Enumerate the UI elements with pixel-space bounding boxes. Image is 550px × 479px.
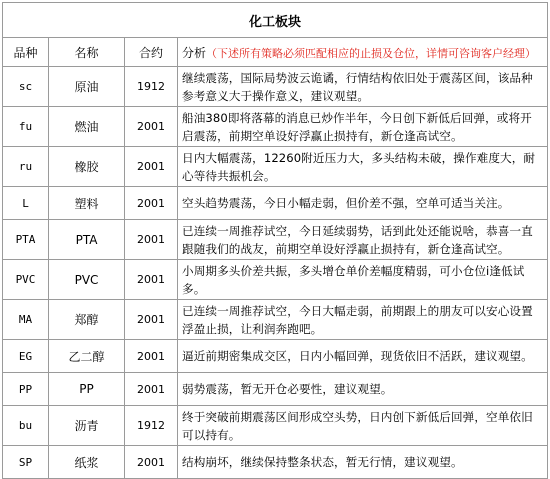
row-analysis: 日内大幅震荡，12260附近压力大，多头结构未破，操作难度大，耐心等待共振机会。 [178,147,548,187]
table-row [3,220,548,260]
header-name: 名称 [49,38,125,67]
table-row [3,147,548,187]
row-code: EG [3,340,49,373]
row-name: 纸浆 [49,446,125,479]
row-name: 沥青 [49,406,125,446]
row-analysis: 已连续一周推荐试空，今日延续弱势，话到此处还能说啥，恭喜一直跟随我们的战友，前期空单设好浮赢止损持有，新仓逢高试空。 [178,220,548,260]
row-contract: 2001 [125,300,178,340]
chemical-sector-table [2,2,548,479]
row-contract: 2001 [125,220,178,260]
row-contract: 2001 [125,446,178,479]
row-code: L [3,187,49,220]
row-analysis: 已连续一周推荐试空，今日大幅走弱，前期跟上的朋友可以安心设置浮盈止损，让利润奔跑吧。 [178,300,548,340]
table-row [3,446,548,479]
row-code: fu [3,107,49,147]
header-analysis-note: （下述所有策略必须匹配相应的止损及仓位，详情可咨询客户经理） [206,46,537,60]
row-contract: 2001 [125,340,178,373]
row-analysis: 弱势震荡，暂无开仓必要性，建议观望。 [178,373,548,406]
row-code: PTA [3,220,49,260]
row-code: sc [3,67,49,107]
table-row [3,107,548,147]
header-contract: 合约 [125,38,178,67]
row-contract: 1912 [125,67,178,107]
row-analysis: 空头趋势震荡，今日小幅走弱，但价差不强，空单可适当关注。 [178,187,548,220]
row-contract: 2001 [125,373,178,406]
row-name: PP [49,373,125,406]
table-row [3,373,548,406]
header-code: 品种 [3,38,49,67]
row-name: 原油 [49,67,125,107]
table-title: 化工板块 [3,3,548,38]
row-contract: 1912 [125,406,178,446]
header-analysis-label: 分析 [182,45,207,60]
table-row [3,187,548,220]
row-name: 乙二醇 [49,340,125,373]
row-analysis: 逼近前期密集成交区，日内小幅回弹，现货依旧不活跃，建议观望。 [178,340,548,373]
table-row [3,406,548,446]
row-name: 燃油 [49,107,125,147]
row-analysis: 结构崩坏，继续保持整条状态，暂无行情，建议观望。 [178,446,548,479]
table-row [3,300,548,340]
row-contract: 2001 [125,147,178,187]
row-analysis: 小周期多头价差共振，多头增仓单价差幅度精弱，可小仓位i逢低试多。 [178,260,548,300]
table-header-row [3,38,548,67]
row-name: 塑料 [49,187,125,220]
row-analysis: 继续震荡，国际局势波云诡谲，行情结构依旧处于震荡区间，该品种参考意义大于操作意义，建议观望。 [178,67,548,107]
row-code: SP [3,446,49,479]
row-code: PP [3,373,49,406]
row-analysis: 终于突破前期震荡区间形成空头势，日内创下新低后回弹，空单依旧可以持有。 [178,406,548,446]
row-code: PVC [3,260,49,300]
row-contract: 2001 [125,260,178,300]
table-title-row [3,3,548,38]
row-analysis: 船油380即将落幕的消息已炒作半年，今日创下新低后回弹，或将开启震荡，前期空单设好浮赢止损持有，新仓逢高试空。 [178,107,548,147]
row-contract: 2001 [125,107,178,147]
row-name: 郑醇 [49,300,125,340]
header-analysis [178,38,548,67]
row-code: ru [3,147,49,187]
table-row [3,340,548,373]
table-row [3,67,548,107]
row-code: bu [3,406,49,446]
chemical-sector-table-container [2,2,547,471]
row-name: PVC [49,260,125,300]
row-name: PTA [49,220,125,260]
row-code: MA [3,300,49,340]
table-row [3,260,548,300]
row-contract: 2001 [125,187,178,220]
row-name: 橡胶 [49,147,125,187]
